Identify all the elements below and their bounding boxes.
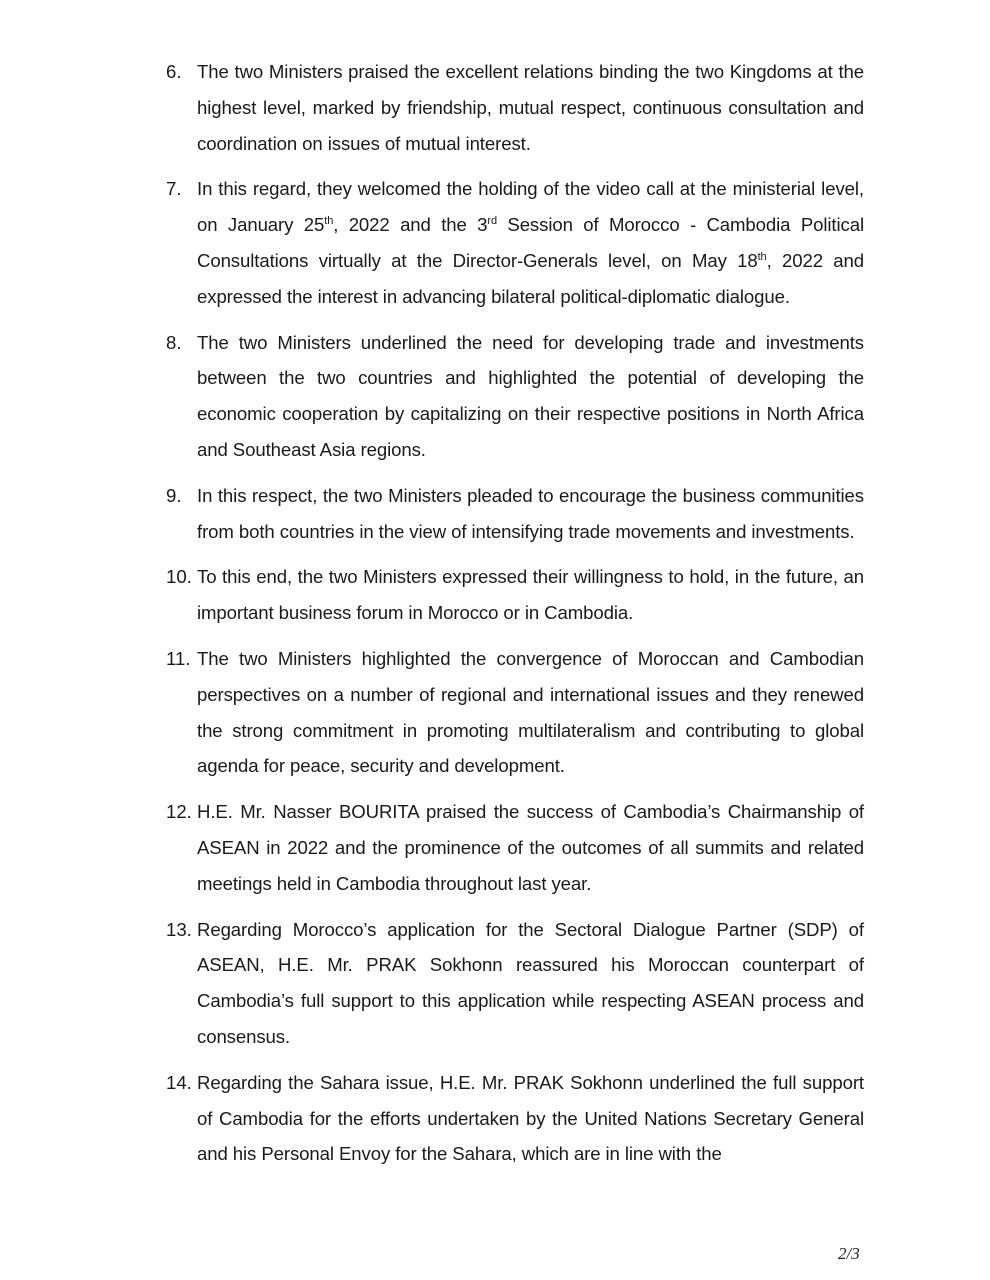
list-item: [166, 794, 864, 901]
item-number: 14.: [166, 1071, 192, 1093]
item-number: 12.: [166, 801, 192, 823]
numbered-list: [166, 54, 864, 1182]
item-text-part: , 2022 and the 3: [333, 214, 488, 236]
item-text: The two Ministers underlined the need for developing trade and investments between the two countries and highlighted the potential of developing the economic cooperation by capitalizing on their respective positions in North Africa and Southeast Asia regions.: [197, 331, 864, 460]
list-item: [166, 559, 864, 631]
item-text: To this end, the two Ministers expressed their willingness to hold, in the future, an important business forum in Morocco or in Cambodia.: [197, 566, 864, 624]
item-number: 7.: [166, 178, 182, 200]
item-number: 10.: [166, 566, 192, 588]
item-number: 6.: [166, 61, 182, 82]
list-item: [166, 54, 864, 161]
page-number: 2/3: [838, 1244, 860, 1263]
list-item: [166, 641, 864, 784]
item-number: 9.: [166, 484, 182, 506]
item-text: The two Ministers highlighted the convergence of Moroccan and Cambodian perspectives on a number of regional and international issues and they renewed the strong commitment in promoting multilateralism and contributing to global agenda for peace, security and development.: [197, 647, 864, 777]
list-item: [166, 912, 864, 1055]
ordinal-suffix: th: [757, 250, 767, 263]
item-number: 8.: [166, 331, 182, 353]
item-text: The two Ministers praised the excellent relations binding the two Kingdoms at the highest level, marked by friendship, mutual respect, continuous consultation and coordination on issues of mutual interest.: [197, 61, 864, 154]
item-text-part: Session of Morocco - Cambodia Political Consultations virtually at the Director-Generals level, on May 18: [197, 214, 864, 271]
item-text: Regarding the Sahara issue, H.E. Mr. PRAK Sokhonn underlined the full support of Cambodia for the efforts undertaken by the United Nations Secretary General and his Personal Envoy for the Sahara, which are in line with the: [197, 1071, 864, 1165]
item-text-part: In this regard, they welcomed the holding of the video call at the ministerial level, on January 25: [197, 178, 864, 236]
item-text: In this respect, the two Ministers pleaded to encourage the business communities from both countries in the view of intensifying trade movements and investments.: [197, 484, 864, 542]
item-text: [197, 171, 864, 314]
item-number: 11.: [166, 647, 191, 669]
item-text: H.E. Mr. Nasser BOURITA praised the success of Cambodia’s Chairmanship of ASEAN in 2022 and the prominence of the outcomes of all summits and related meetings held in Cambodia throughout last year.: [197, 801, 864, 894]
item-number: 13.: [166, 918, 192, 940]
list-item: [166, 1065, 864, 1172]
list-item: [166, 325, 864, 468]
list-item: [166, 171, 864, 314]
ordinal-suffix: rd: [487, 215, 497, 227]
list-item: [166, 478, 864, 550]
item-text-part: , 2022 and expressed the interest in advancing bilateral political-diplomatic dialogue.: [197, 249, 864, 307]
ordinal-suffix: th: [324, 215, 334, 227]
item-text: Regarding Morocco’s application for the Sectoral Dialogue Partner (SDP) of ASEAN, H.E. Mr. PRAK Sokhonn reassured his Moroccan counterpart of Cambodia’s full support to this application while respecting ASEAN process and consensus.: [197, 918, 864, 1047]
